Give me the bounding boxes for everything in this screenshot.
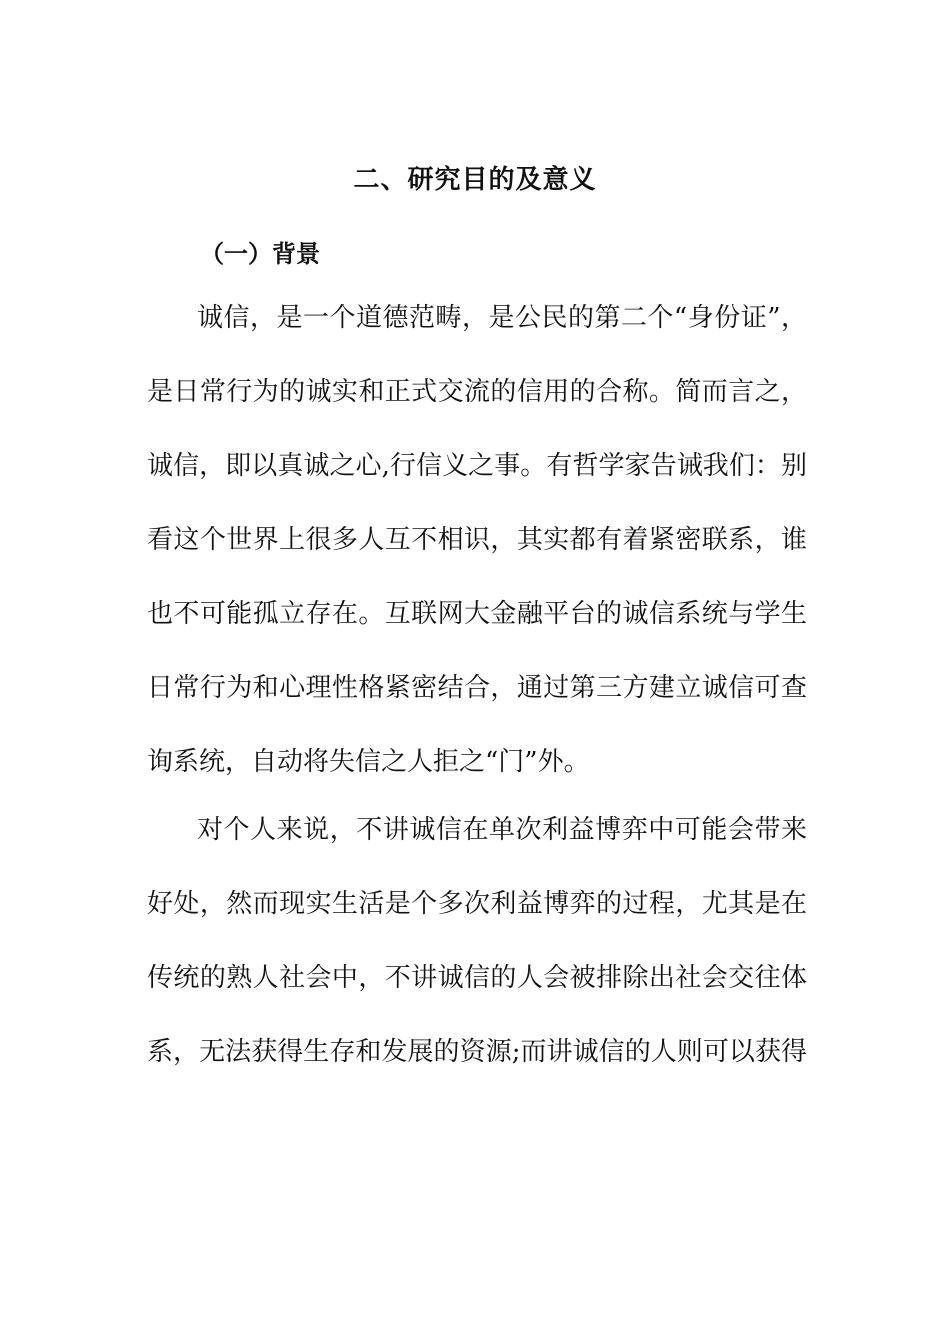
paragraph-2-line-1: 对个人来说，不讲诚信在单次利益博弈中可能会带来: [197, 815, 807, 845]
paragraph-1-line-4: 看这个世界上很多人互不相识，其实都有着紧密联系，谁: [147, 525, 807, 555]
paragraph-1-line-2: 是日常行为的诚实和正式交流的信用的合称。简而言之，: [147, 377, 807, 407]
paragraph-1-line-7: 询系统，自动将失信之人拒之“门”外。: [147, 747, 590, 777]
paragraph-1-line-3: 诚信，即以真诚之心,行信义之事。有哲学家告诫我们：别: [147, 451, 807, 481]
paragraph-2-line-2: 好处，然而现实生活是个多次利益博弈的过程，尤其是在: [147, 889, 807, 919]
subsection-title: （一）背景: [200, 240, 320, 268]
paragraph-2-line-4: 系，无法获得生存和发展的资源;而讲诚信的人则可以获得: [147, 1037, 807, 1067]
section-title: 二、研究目的及意义: [353, 165, 597, 195]
paragraph-2-line-3: 传统的熟人社会中，不讲诚信的人会被排除出社会交往体: [147, 963, 807, 993]
paragraph-1-line-6: 日常行为和心理性格紧密结合，通过第三方建立诚信可查: [147, 673, 807, 703]
paragraph-1-line-5: 也不可能孤立存在。互联网大金融平台的诚信系统与学生: [147, 599, 807, 629]
paragraph-1-line-1: 诚信，是一个道德范畴，是公民的第二个“身份证”，: [197, 303, 807, 333]
